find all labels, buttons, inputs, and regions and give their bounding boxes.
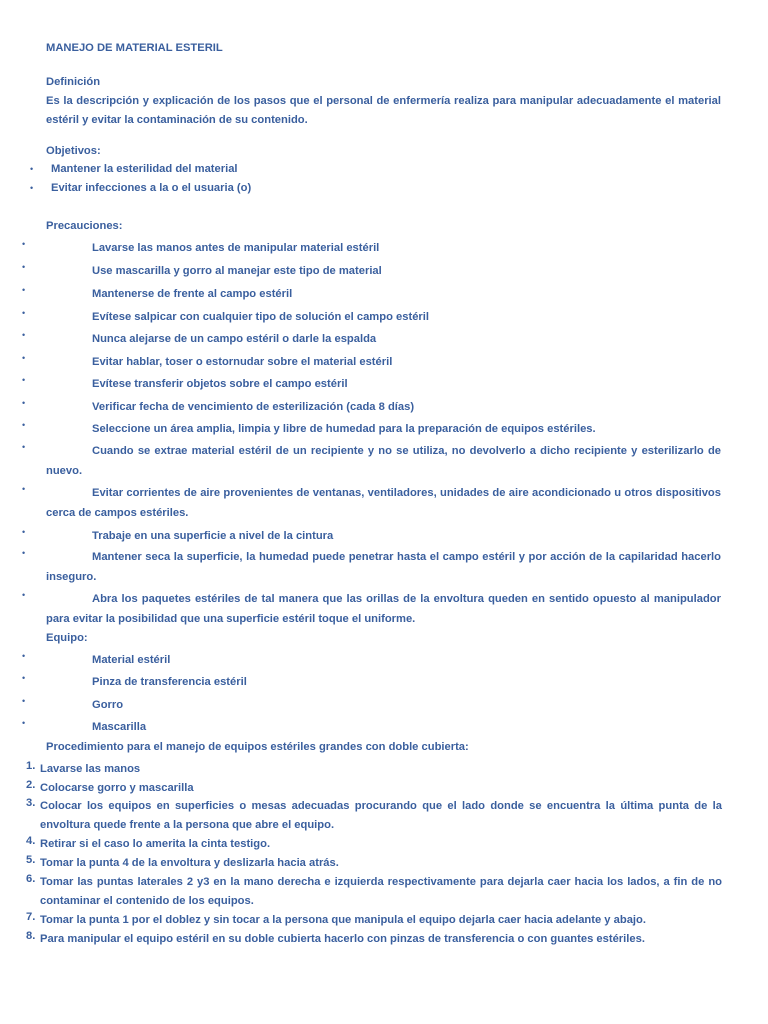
procedimiento-label: Procedimiento para el manejo de equipos estériles grandes con doble cubierta: xyxy=(46,741,469,753)
precaucion-text: Verificar fecha de vencimiento de esterilización (cada 8 días) xyxy=(92,401,415,413)
precaucion-text: Trabaje en una superficie a nivel de la cintura xyxy=(92,530,334,542)
equipo-label: Equipo: xyxy=(46,632,88,644)
step-text: Tomar la punta 4 de la envoltura y deslizarla hacia atrás. xyxy=(40,857,339,869)
objetivo-item-2: Evitar infecciones a la o el usuaria (o) xyxy=(51,182,252,194)
bullet-icon: • xyxy=(22,673,26,683)
objetivo-bullet-2: • xyxy=(30,183,34,193)
equipo-text: Mascarilla xyxy=(92,721,147,733)
bullet-icon: • xyxy=(22,375,26,385)
bullet-icon: • xyxy=(22,330,26,340)
step-number: 5. xyxy=(26,854,36,866)
step-text: Tomar la punta 1 por el doblez y sin tocar a la persona que manipula el equipo dejarla caer hacia adelante y abajo. xyxy=(40,914,646,926)
bullet-icon: • xyxy=(22,696,26,706)
step-text: Lavarse las manos xyxy=(40,763,141,775)
precaucion-text: Evitar corrientes de aire provenientes de ventanas, ventiladores, unidades de aire acondicionado u otros dispositivos cerca de campos estériles. xyxy=(46,487,721,519)
precaucion-text: Mantener seca la superficie, la humedad puede penetrar hasta el campo estéril y por acción de la capilaridad hacerlo inseguro. xyxy=(46,551,721,583)
equipo-text: Material estéril xyxy=(92,654,171,666)
precaucion-text: Lavarse las manos antes de manipular material estéril xyxy=(92,242,380,254)
bullet-icon: • xyxy=(22,548,26,558)
bullet-icon: • xyxy=(22,651,26,661)
step-text: Para manipular el equipo estéril en su doble cubierta hacerlo con pinzas de transferencia o con guantes estériles. xyxy=(40,933,645,945)
bullet-icon: • xyxy=(22,353,26,363)
precaucion-text: Evítese salpicar con cualquier tipo de solución el campo estéril xyxy=(92,311,429,323)
step-text: Colocar los equipos en superficies o mesas adecuadas procurando que el lado donde se encuentra la última punta de la envoltura quede frente a la persona que abre el equipo. xyxy=(40,800,722,831)
bullet-icon: • xyxy=(22,398,26,408)
bullet-icon: • xyxy=(22,420,26,430)
step-number: 4. xyxy=(26,835,36,847)
step-number: 8. xyxy=(26,930,36,942)
step-text: Retirar si el caso lo amerita la cinta testigo. xyxy=(40,838,271,850)
bullet-icon: • xyxy=(22,718,26,728)
objetivos-label: Objetivos: xyxy=(46,145,101,157)
bullet-icon: • xyxy=(22,239,26,249)
bullet-icon: • xyxy=(22,285,26,295)
precaucion-text: Nunca alejarse de un campo estéril o darle la espalda xyxy=(92,333,377,345)
step-number: 3. xyxy=(26,797,36,809)
precaucion-text: Cuando se extrae material estéril de un recipiente y no se utiliza, no devolverlo a dicho recipiente y esterilizarlo de nuevo. xyxy=(46,445,721,477)
precaucion-text: Evitar hablar, toser o estornudar sobre el material estéril xyxy=(92,356,393,368)
definicion-text: Es la descripción y explicación de los pasos que el personal de enfermería realiza para manipular adecuadamente el material estéril y evitar la contaminación de su contenido. xyxy=(46,95,721,126)
document-title: MANEJO DE MATERIAL ESTERIL xyxy=(46,42,223,54)
precaucion-text: Mantenerse de frente al campo estéril xyxy=(92,288,293,300)
precaucion-text: Seleccione un área amplia, limpia y libre de humedad para la preparación de equipos estériles. xyxy=(92,423,596,435)
equipo-text: Gorro xyxy=(92,699,124,711)
precauciones-label: Precauciones: xyxy=(46,220,123,232)
definicion-label: Definición xyxy=(46,76,101,88)
step-number: 1. xyxy=(26,760,36,772)
precaucion-text: Use mascarilla y gorro al manejar este tipo de material xyxy=(92,265,382,277)
step-text: Colocarse gorro y mascarilla xyxy=(40,782,194,794)
step-text: Tomar las puntas laterales 2 y3 en la mano derecha e izquierda respectivamente para dejarla caer hacia los lados, a fin de no contaminar el contenido de los equipos. xyxy=(40,876,722,907)
bullet-icon: • xyxy=(22,262,26,272)
objetivo-bullet-1: • xyxy=(30,164,34,174)
bullet-icon: • xyxy=(22,590,26,600)
step-number: 2. xyxy=(26,779,36,791)
bullet-icon: • xyxy=(22,442,26,452)
bullet-icon: • xyxy=(22,308,26,318)
precaucion-text: Abra los paquetes estériles de tal manera que las orillas de la envoltura queden en sentido opuesto al manipulador para evitar la posibilidad que una superficie estéril toque el uniforme. xyxy=(46,593,721,625)
step-number: 7. xyxy=(26,911,36,923)
objetivo-item-1: Mantener la esterilidad del material xyxy=(51,163,238,175)
bullet-icon: • xyxy=(22,527,26,537)
bullet-icon: • xyxy=(22,484,26,494)
step-number: 6. xyxy=(26,873,36,885)
equipo-text: Pinza de transferencia estéril xyxy=(92,676,247,688)
precaucion-text: Evítese transferir objetos sobre el campo estéril xyxy=(92,378,348,390)
